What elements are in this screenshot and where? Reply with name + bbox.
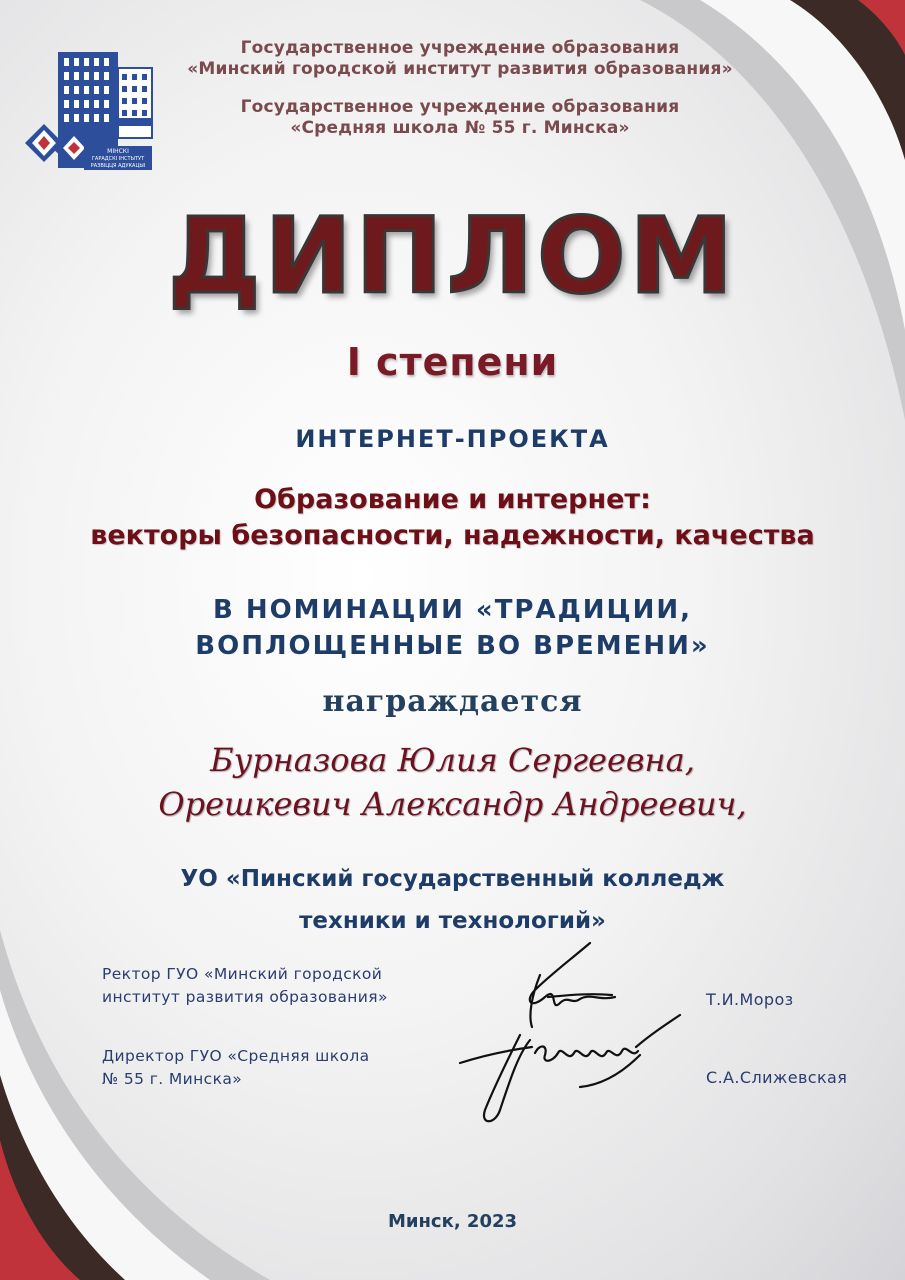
nomination-line1: В НОМИНАЦИИ «ТРАДИЦИИ, — [212, 595, 693, 625]
nomination-line2: ВОПЛОЩЕННЫЕ ВО ВРЕМЕНИ» — [195, 631, 710, 661]
logo-text-line2: ГАРАДСКІ ІНСТЫТУТ — [91, 156, 145, 162]
header-org2 — [165, 97, 755, 139]
awarded-label: награждается — [322, 684, 583, 719]
recipients — [0, 738, 905, 826]
signatory-2-title-line1: Директор ГУО «Средняя школа — [102, 1047, 370, 1065]
recipient-name-2: Орешкевич Александр Андреевич, — [158, 785, 747, 823]
recipient-name-1: Бурназова Юлия Сергеевна, — [210, 741, 695, 779]
signatory-2-title — [102, 1045, 370, 1091]
signatory-1-name: Т.И.Мороз — [706, 990, 794, 1009]
logo-text-line1: МІНСКІ — [107, 148, 129, 155]
header-org1-line2: «Минский городской институт развития образования» — [187, 59, 733, 79]
project-theme-line1: Образование и интернет: — [254, 484, 651, 515]
project-theme-line2: векторы безопасности, надежности, качества — [90, 520, 815, 551]
place-year: Минск, 2023 — [387, 1211, 518, 1232]
diploma-degree: I степени — [346, 340, 559, 384]
recipient-institution — [0, 858, 905, 942]
signature-2-stroke — [460, 1015, 680, 1121]
signatory-1-title-line2: институт развития образования» — [102, 988, 388, 1006]
header-org1-line1: Государственное учреждение образования — [240, 38, 680, 58]
signatory-2-name: С.А.Слижевская — [706, 1068, 848, 1087]
signature-1-stroke — [530, 943, 615, 1027]
signatory-1-title — [102, 963, 388, 1009]
header-org1 — [165, 38, 755, 80]
project-theme — [0, 482, 905, 554]
header-org2-line2: «Средняя школа № 55 г. Минска» — [290, 118, 630, 138]
logo-text-line3: РАЗВІЦЦЯ АДУКАЦЫІ — [90, 163, 146, 169]
nomination — [0, 592, 905, 664]
header-org2-line1: Государственное учреждение образования — [240, 97, 680, 117]
handwritten-signatures — [440, 935, 700, 1135]
signatory-1-title-line1: Ректор ГУО «Минский городской — [102, 965, 383, 983]
signatory-2-title-line2: № 55 г. Минска» — [102, 1070, 243, 1088]
project-label: ИНТЕРНЕТ-ПРОЕКТА — [295, 425, 610, 453]
institution-line2: техники и технологий» — [299, 908, 606, 934]
diploma-title: ДИПЛОМ — [168, 195, 737, 317]
institution-line1: УО «Пинский государственный колледж — [180, 866, 725, 892]
institute-logo — [22, 48, 157, 183]
